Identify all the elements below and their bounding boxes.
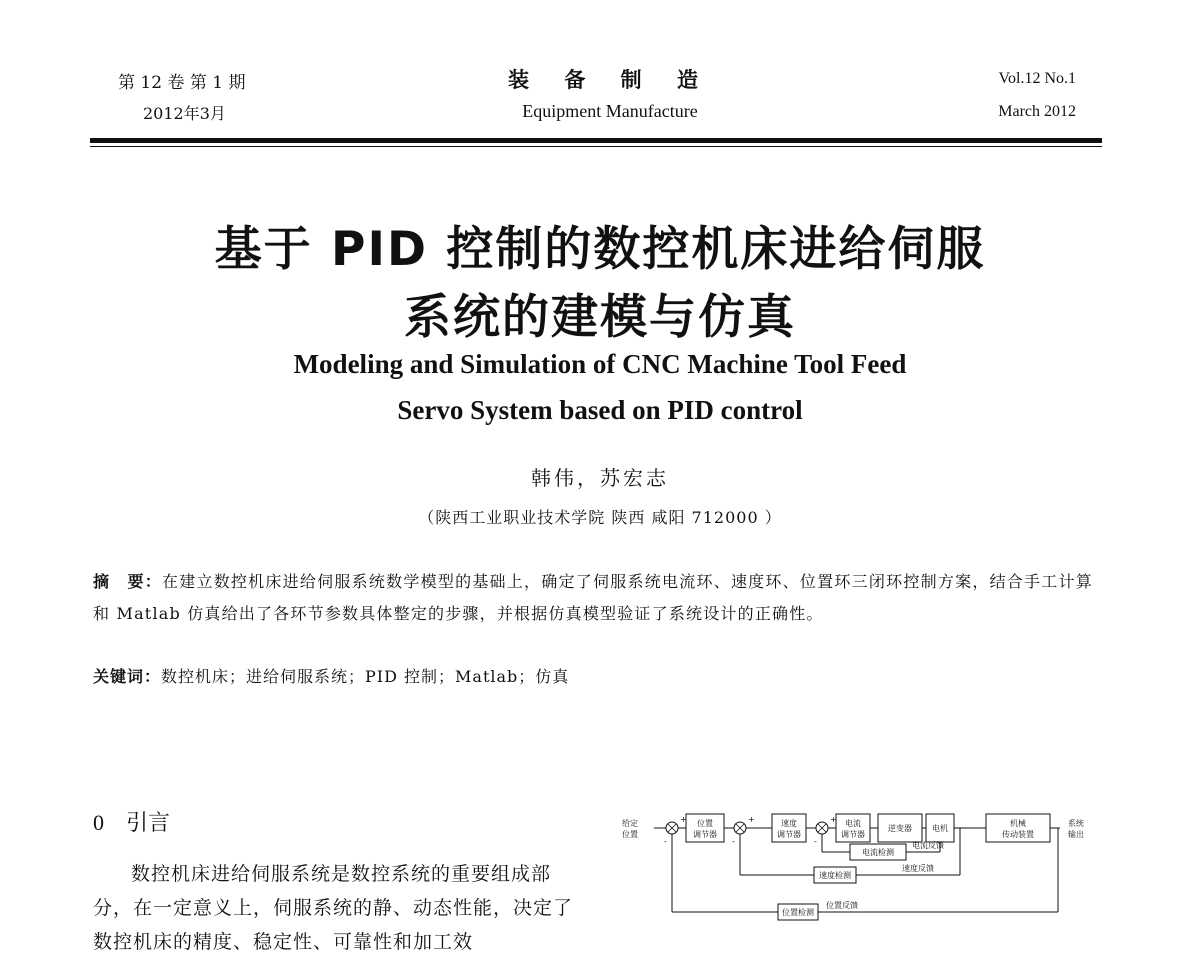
keywords-text: 数控机床；进给伺服系统；PID 控制；Matlab；仿真	[161, 667, 570, 686]
header-rule-thick	[90, 138, 1102, 143]
title-cn-line2: 系统的建模与仿真	[404, 290, 796, 345]
sign-plus-current: +	[830, 815, 837, 824]
body-text	[93, 857, 579, 959]
keywords	[93, 664, 1093, 687]
label-motor: 电机	[932, 824, 948, 833]
abstract-label: 摘 要：	[93, 572, 162, 591]
section-heading	[93, 806, 170, 837]
header-journal-en: Equipment Manufacture	[522, 101, 698, 121]
label-mech-line2: 传动装置	[1002, 830, 1034, 839]
label-pos-ctrl-line2: 调节器	[693, 830, 717, 839]
section-title: 引言	[126, 811, 171, 836]
title-en-line2: Servo System based on PID control	[397, 395, 803, 425]
label-current-detect: 电流检测	[862, 848, 894, 857]
sign-plus-position: +	[680, 815, 687, 824]
label-cur-ctrl-line1: 电流	[845, 819, 861, 828]
abstract-text: 在建立数控机床进给伺服系统数学模型的基础上，确定了伺服系统电流环、速度环、位置环三闭环控制方案，结合手工计算和 Matlab 仿真给出了各环节参数具体整定的步骤，并根据仿真模型验证了系统设计的正确性。	[93, 572, 1093, 623]
header-vol-no-en: Vol.12 No.1	[998, 70, 1076, 87]
header-date-cn: 2012年3月	[143, 104, 226, 123]
label-pos-ctrl-line1: 位置	[697, 819, 713, 828]
label-input-line2: 位置	[622, 830, 638, 839]
label-current-feedback: 电流反馈	[912, 841, 944, 850]
label-spd-ctrl-line2: 调节器	[777, 830, 801, 839]
body-paragraph: 数控机床进给伺服系统是数控系统的重要组成部分，在一定意义上，伺服系统的静、动态性能，决定了数控机床的精度、稳定性、可靠性和加工效	[93, 863, 574, 953]
label-inverter: 逆变器	[888, 824, 912, 833]
label-cur-ctrl-line2: 调节器	[841, 830, 865, 839]
servo-block-diagram	[620, 800, 1090, 952]
abstract	[93, 566, 1093, 630]
label-mech-line1: 机械	[1010, 819, 1026, 828]
sign-minus-speed: -	[732, 837, 735, 846]
sign-minus-position: -	[664, 837, 667, 846]
label-input-line1: 给定	[622, 819, 638, 828]
label-output-line1: 系统	[1068, 819, 1084, 828]
label-position-detect: 位置检测	[782, 908, 814, 917]
header-volume-issue: 第 12 卷 第 1 期	[118, 73, 246, 93]
label-output-line2: 输出	[1068, 830, 1084, 839]
label-spd-ctrl-line1: 速度	[781, 819, 797, 828]
authors: 韩伟，苏宏志	[531, 466, 669, 490]
label-position-feedback: 位置反馈	[826, 901, 858, 910]
section-number: 0	[93, 810, 104, 835]
header-rule-thin	[90, 146, 1102, 147]
title-cn-line1: 基于 PID 控制的数控机床进给伺服	[214, 222, 986, 277]
header-journal-cn: 装 备 制 造	[508, 67, 712, 92]
sign-minus-current: -	[814, 837, 817, 846]
label-speed-feedback: 速度反馈	[902, 864, 934, 873]
affiliation: （陕西工业职业技术学院 陕西 咸阳 712000 ）	[418, 508, 782, 527]
label-speed-detect: 速度检测	[819, 871, 851, 880]
sign-plus-speed: +	[748, 815, 755, 824]
title-en-line1: Modeling and Simulation of CNC Machine Tool Feed	[293, 349, 907, 379]
keywords-label: 关键词：	[93, 667, 162, 686]
header-date-en: March 2012	[998, 103, 1076, 120]
